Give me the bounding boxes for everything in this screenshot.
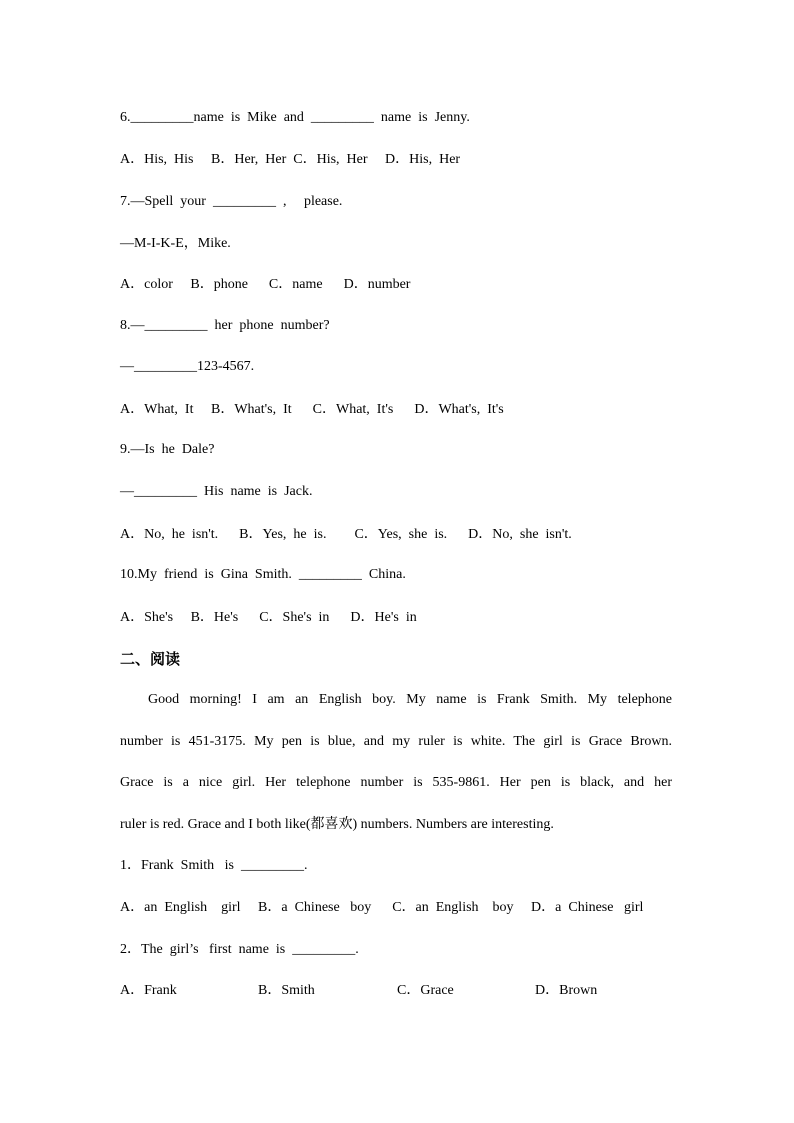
reading-line-1: Good morning! I am an English boy. My name is Frank Smith. My telephone bbox=[148, 692, 672, 707]
reading-line-3: Grace is a nice girl. Her telephone number is 535-9861. Her pen is black, and her bbox=[120, 775, 672, 790]
reading-question-2-option-d: D．Brown bbox=[535, 983, 598, 998]
question-10: 10.My friend is Gina Smith. _________ China. bbox=[120, 567, 406, 582]
question-7-answer: —M-I-K-E，Mike. bbox=[120, 236, 231, 251]
reading-question-1-options: A．an English girl B．a Chinese boy C．an English boy D．a Chinese girl bbox=[120, 900, 644, 915]
question-8-options: A．What, It B．What's, It C．What, It's D．What's, It's bbox=[120, 402, 504, 417]
question-6-options: A．His, His B．Her, Her C．His, Her D．His, Her bbox=[120, 152, 461, 167]
reading-line-4: ruler is red. Grace and I both like(都喜欢) numbers. Numbers are interesting. bbox=[120, 817, 554, 832]
reading-question-2: 2．The girl’s first name is _________. bbox=[120, 942, 359, 957]
question-9: 9.—Is he Dale? bbox=[120, 442, 215, 457]
question-7: 7.—Spell your _________ , please. bbox=[120, 194, 343, 209]
question-9-answer: —_________ His name is Jack. bbox=[120, 484, 313, 499]
reading-question-1: 1．Frank Smith is _________. bbox=[120, 858, 308, 873]
reading-question-2-option-b: B．Smith bbox=[258, 983, 315, 998]
section-heading: 二、阅读 bbox=[120, 650, 181, 668]
question-10-options: A．She's B．He's C．She's in D．He's in bbox=[120, 610, 417, 625]
reading-line-2: number is 451-3175. My pen is blue, and my ruler is white. The girl is Grace Brown. bbox=[120, 734, 672, 749]
reading-question-2-option-c: C．Grace bbox=[397, 983, 454, 998]
question-8-answer: —_________123-4567. bbox=[120, 359, 255, 374]
question-6: 6._________name is Mike and _________ name is Jenny. bbox=[120, 110, 470, 125]
question-8: 8.—_________ her phone number? bbox=[120, 318, 330, 333]
question-7-options: A．color B．phone C．name D．number bbox=[120, 277, 411, 292]
reading-question-2-option-a: A．Frank bbox=[120, 983, 177, 998]
question-9-options: A．No, he isn't. B．Yes, he is. C．Yes, she is. D．No, she isn't. bbox=[120, 527, 572, 542]
